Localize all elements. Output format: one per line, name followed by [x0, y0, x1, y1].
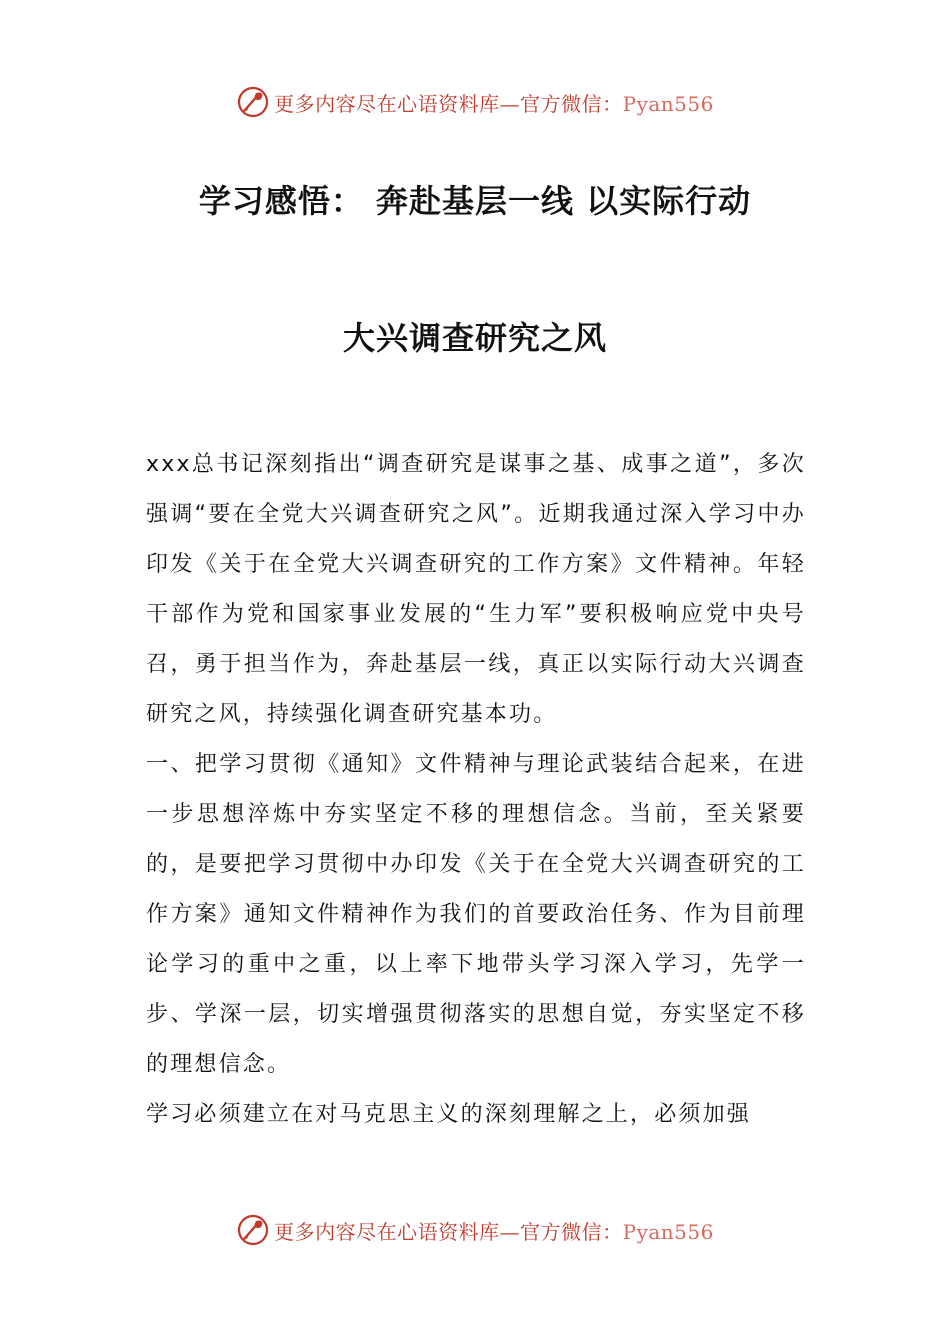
footer-watermark	[0, 1210, 950, 1250]
body-paragraph: 一、把学习贯彻《通知》文件精神与理论武装结合起来，在进一步思想淬炼中夯实坚定不移的理想信念。当前，至关紧要的，是要把学习贯彻中办印发《关于在全党大兴调查研究的工作方案》通知文件精神作为我们的首要政治任务、作为目前理论学习的重中之重，以上率下地带头学习深入学习，先学一步、学深一层，切实增强贯彻落实的思想自觉，夯实坚定不移的理想信念。	[146, 752, 806, 1077]
document-title-line-2: 大兴调查研究之风	[342, 319, 607, 357]
document-body	[146, 440, 806, 1140]
watermark-text: 更多内容尽在心语资料库—官方微信：Pyan556	[274, 91, 714, 116]
watermark-text: 更多内容尽在心语资料库—官方微信：Pyan556	[274, 1219, 714, 1244]
body-paragraph: 学习必须建立在对马克思主义的深刻理解之上，必须加强	[146, 1102, 752, 1127]
wechat-id: Pyan556	[622, 91, 714, 116]
header-watermark	[0, 82, 950, 122]
quill-logo-icon	[236, 1213, 270, 1247]
wechat-id: Pyan556	[622, 1219, 714, 1244]
document-title-line-1: 学习感悟： 奔赴基层一线 以实际行动	[198, 182, 752, 220]
body-paragraph: xxx总书记深刻指出“调查研究是谋事之基、成事之道”，多次强调“要在全党大兴调查研究之风”。近期我通过深入学习中办印发《关于在全党大兴调查研究的工作方案》文件精神。年轻干部作为党和国家事业发展的“生力军”要积极响应党中央号召，勇于担当作为，奔赴基层一线，真正以实际行动大兴调查研究之风，持续强化调查研究基本功。	[146, 452, 806, 727]
quill-logo-icon	[236, 85, 270, 119]
